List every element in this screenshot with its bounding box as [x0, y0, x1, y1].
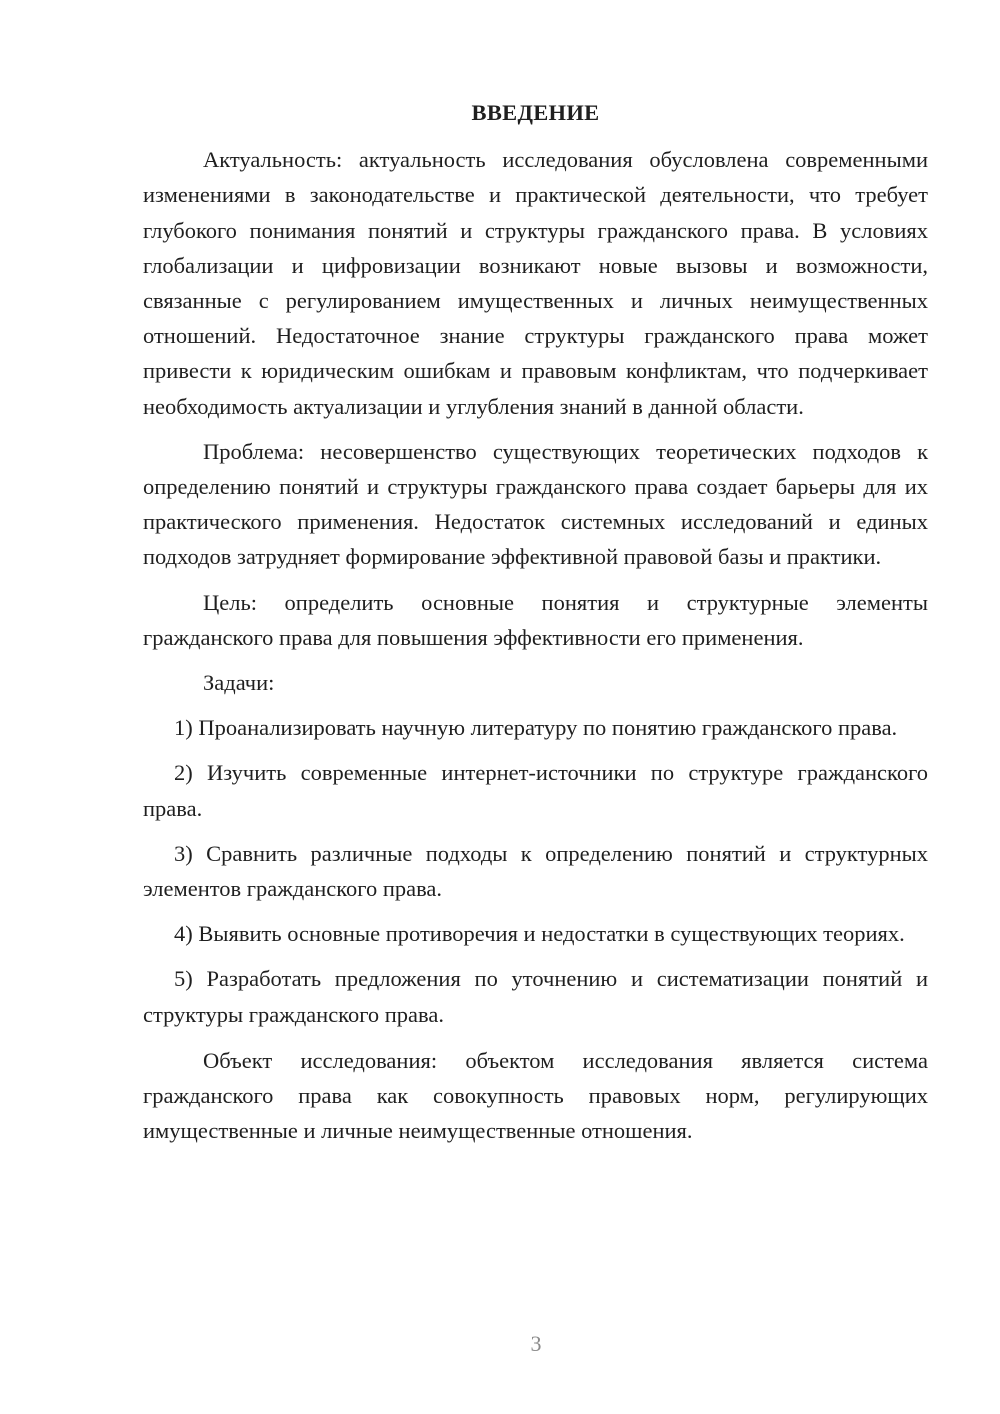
paragraph-actuality: Актуальность: актуальность исследования обусловлена современными изменениями в законодательстве и практической деятельности, что требует глубокого понимания понятий и структуры гражданского права. В условиях глобализации и цифровизации возникают новые вызовы и возможности, связанные с регулированием имущественных и личных неимущественных отношений. Недостаточное знание структуры гражданского права может привести к юридическим ошибкам и правовым конфликтам, что подчеркивает необходимость актуализации и углубления знаний в данной области.: [143, 147, 928, 419]
page-title: ВВЕДЕНИЕ: [471, 100, 600, 125]
task-item-5: 5) Разработать предложения по уточнению и систематизации понятий и структуры гражданского права.: [143, 966, 928, 1027]
page-number: 3: [530, 1331, 542, 1356]
task-item-4: 4) Выявить основные противоречия и недостатки в существующих теориях.: [174, 921, 905, 947]
paragraph-problem: Проблема: несовершенство существующих теоретических подходов к определению понятий и структуры гражданского права создает барьеры для их практического применения. Недостаток системных исследований и единых подходов затрудняет формирование эффективной правовой базы и практики.: [143, 438, 928, 570]
page-body: [143, 95, 928, 1148]
task-item-2: 2) Изучить современные интернет-источники по структуре гражданского права.: [143, 760, 928, 821]
paragraph-object: Объект исследования: объектом исследования является система гражданского права как совокупность правовых норм, регулирующих имущественные и личные неимущественные отношения.: [143, 1047, 928, 1144]
task-item-1: 1) Проанализировать научную литературу по понятию гражданского права.: [174, 715, 898, 741]
task-item-3: 3) Сравнить различные подходы к определению понятий и структурных элементов гражданского права.: [143, 840, 928, 902]
paragraph-goal: Цель: определить основные понятия и структурные элементы гражданского права для повышения эффективности его применения.: [143, 589, 928, 650]
tasks-heading: Задачи:: [203, 670, 275, 696]
